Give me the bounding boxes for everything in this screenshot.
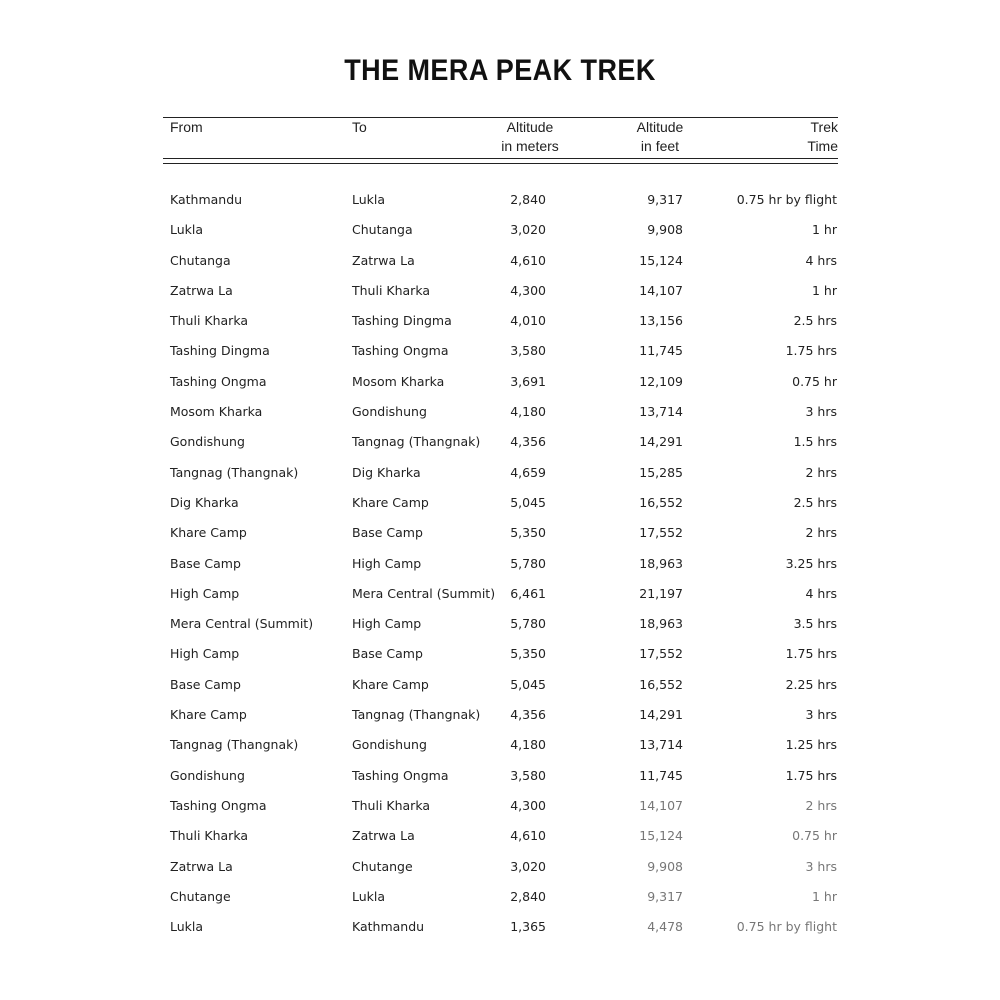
cell-altitude-meters: 2,840 [510,192,546,207]
cell-trek-time: 1.25 hrs [785,737,837,753]
cell-altitude-feet: 9,908 [647,222,683,238]
cell-from: Kathmandu [170,192,243,207]
cell-from: Base Camp [170,555,241,571]
cell-altitude-feet: 11,745 [639,767,683,783]
cell-altitude-meters: 4,180 [510,737,546,753]
cell-to: Mera Central (Summit) [352,585,496,601]
header-altitude-feet-line1: Altitude [636,119,684,135]
cell-altitude-meters: 3,020 [510,858,546,874]
table-row [0,911,1000,941]
cell-trek-time: 2.25 hrs [785,676,837,692]
cell-trek-time: 4 hrs [805,252,837,268]
cell-from: Mera Central (Summit) [170,616,314,632]
cell-to: Gondishung [352,737,427,753]
cell-from: Tangnag (Thangnak) [170,737,299,753]
cell-trek-time: 3.5 hrs [793,616,837,632]
cell-altitude-meters: 6,461 [510,585,546,601]
cell-trek-time: 0.75 hr [792,373,837,389]
cell-altitude-meters: 4,300 [510,282,546,298]
table-row [0,184,1000,214]
cell-from: High Camp [170,585,240,601]
table-row [0,245,1000,275]
cell-to: Mosom Kharka [352,373,445,389]
cell-altitude-feet: 14,107 [639,282,683,298]
cell-altitude-meters: 3,020 [510,222,546,238]
cell-altitude-feet: 16,552 [639,494,683,510]
header-altitude-feet-line2: in feet [640,138,680,154]
table-row [0,214,1000,244]
header-altitude-meters-line1: Altitude [506,119,554,135]
cell-to: Dig Kharka [352,464,421,480]
cell-trek-time: 2.5 hrs [793,494,837,510]
cell-altitude-meters: 1,365 [510,919,546,935]
table-row [0,548,1000,578]
cell-from: Lukla [170,919,204,935]
table-header [0,117,1000,159]
cell-trek-time: 3.25 hrs [785,555,837,571]
cell-altitude-feet: 12,109 [639,373,683,389]
cell-altitude-feet: 14,107 [639,797,683,813]
table-row [0,729,1000,759]
cell-altitude-meters: 5,045 [510,494,546,510]
cell-to: Lukla [352,192,386,207]
cell-altitude-feet: 15,124 [639,828,683,844]
cell-trek-time: 2 hrs [805,464,837,480]
header-altitude-feet [610,118,710,156]
cell-altitude-meters: 3,580 [510,343,546,359]
cell-altitude-feet: 15,124 [639,252,683,268]
cell-from: Khare Camp [170,525,247,541]
cell-from: Tashing Ongma [170,373,267,389]
table-row [0,426,1000,456]
cell-trek-time: 3 hrs [805,404,837,420]
cell-trek-time: 1.75 hrs [785,646,837,662]
header-trek-time [807,118,838,156]
table-row [0,366,1000,396]
cell-altitude-meters: 5,350 [510,525,546,541]
cell-trek-time: 0.75 hr [792,828,837,844]
cell-trek-time: 3 hrs [805,858,837,874]
cell-to: Tashing Ongma [352,767,449,783]
cell-trek-time: 2 hrs [805,797,837,813]
table-row [0,335,1000,365]
cell-from: Chutange [170,888,231,904]
cell-to: Tangnag (Thangnak) [352,434,481,450]
cell-from: Chutanga [170,252,231,268]
cell-altitude-meters: 4,356 [510,434,546,450]
table-row [0,275,1000,305]
table-row [0,820,1000,850]
cell-altitude-feet: 18,963 [639,555,683,571]
header-trek-time-line2: Time [807,138,838,154]
cell-trek-time: 4 hrs [805,585,837,601]
cell-trek-time: 1 hr [812,888,837,904]
table-row [0,851,1000,881]
cell-from: Dig Kharka [170,494,239,510]
cell-altitude-meters: 5,045 [510,676,546,692]
header-from: From [170,119,203,135]
cell-trek-time: 2.5 hrs [793,313,837,329]
header-to: To [352,119,367,135]
cell-to: Tashing Dingma [352,313,452,329]
table-row [0,487,1000,517]
table-row [0,457,1000,487]
cell-altitude-feet: 14,291 [639,707,683,723]
cell-to: High Camp [352,555,422,571]
cell-trek-time: 1 hr [812,282,837,298]
cell-from: Mosom Kharka [170,404,263,420]
cell-trek-time: 1.5 hrs [793,434,837,450]
table-row [0,760,1000,790]
header-trek-time-line1: Trek [810,119,838,135]
cell-altitude-feet: 16,552 [639,676,683,692]
cell-trek-time: 2 hrs [805,525,837,541]
cell-from: Zatrwa La [170,282,233,298]
cell-from: Tashing Ongma [170,797,267,813]
header-double-rule [163,158,838,164]
table-row [0,517,1000,547]
cell-trek-time: 1 hr [812,222,837,238]
header-altitude-meters [480,118,580,156]
table-row [0,396,1000,426]
cell-altitude-meters: 4,300 [510,797,546,813]
cell-altitude-meters: 5,780 [510,616,546,632]
header-altitude-meters-line2: in meters [501,138,559,154]
cell-from: Zatrwa La [170,858,233,874]
cell-to: High Camp [352,616,422,632]
table-row [0,608,1000,638]
cell-altitude-meters: 3,691 [510,373,546,389]
cell-to: Khare Camp [352,494,429,510]
table-row [0,305,1000,335]
cell-trek-time: 0.75 hr by flight [736,192,837,207]
page-title: THE MERA PEAK TREK [344,54,656,87]
cell-from: Gondishung [170,767,245,783]
cell-altitude-feet: 13,714 [639,404,683,420]
table-row [0,638,1000,668]
table-row [0,881,1000,911]
cell-to: Chutange [352,858,413,874]
cell-trek-time: 3 hrs [805,707,837,723]
cell-from: Gondishung [170,434,245,450]
cell-altitude-meters: 4,610 [510,252,546,268]
cell-altitude-feet: 9,908 [647,858,683,874]
cell-from: Tashing Dingma [170,343,270,359]
cell-to: Thuli Kharka [352,282,430,298]
cell-altitude-feet: 4,478 [647,919,683,935]
cell-to: Chutanga [352,222,413,238]
cell-altitude-feet: 17,552 [639,646,683,662]
cell-altitude-feet: 11,745 [639,343,683,359]
cell-from: Lukla [170,222,204,238]
cell-to: Zatrwa La [352,252,415,268]
cell-to: Base Camp [352,646,423,662]
cell-altitude-feet: 15,285 [639,464,683,480]
cell-to: Khare Camp [352,676,429,692]
cell-to: Gondishung [352,404,427,420]
cell-to: Thuli Kharka [352,797,430,813]
cell-altitude-meters: 5,350 [510,646,546,662]
cell-altitude-feet: 13,156 [639,313,683,329]
table-row [0,699,1000,729]
cell-trek-time: 1.75 hrs [785,767,837,783]
cell-altitude-feet: 9,317 [647,888,683,904]
cell-to: Base Camp [352,525,423,541]
cell-altitude-feet: 18,963 [639,616,683,632]
cell-from: Thuli Kharka [170,313,248,329]
cell-altitude-meters: 4,610 [510,828,546,844]
cell-trek-time: 0.75 hr by flight [736,919,837,935]
cell-from: Thuli Kharka [170,828,248,844]
table-row [0,578,1000,608]
cell-altitude-meters: 4,659 [510,464,546,480]
cell-from: Base Camp [170,676,241,692]
cell-trek-time: 1.75 hrs [785,343,837,359]
cell-to: Tashing Ongma [352,343,449,359]
cell-altitude-feet: 17,552 [639,525,683,541]
cell-altitude-meters: 5,780 [510,555,546,571]
cell-altitude-feet: 13,714 [639,737,683,753]
cell-to: Tangnag (Thangnak) [352,707,481,723]
table-row [0,669,1000,699]
cell-altitude-meters: 3,580 [510,767,546,783]
cell-from: High Camp [170,646,240,662]
cell-to: Kathmandu [352,919,425,935]
cell-from: Tangnag (Thangnak) [170,464,299,480]
cell-altitude-meters: 4,356 [510,707,546,723]
cell-altitude-feet: 14,291 [639,434,683,450]
table-row [0,790,1000,820]
cell-altitude-meters: 4,010 [510,313,546,329]
cell-from: Khare Camp [170,707,247,723]
cell-altitude-meters: 2,840 [510,888,546,904]
cell-to: Lukla [352,888,386,904]
table-body [0,184,1000,941]
cell-altitude-feet: 21,197 [639,585,683,601]
cell-altitude-feet: 9,317 [647,192,683,207]
cell-to: Zatrwa La [352,828,415,844]
cell-altitude-meters: 4,180 [510,404,546,420]
